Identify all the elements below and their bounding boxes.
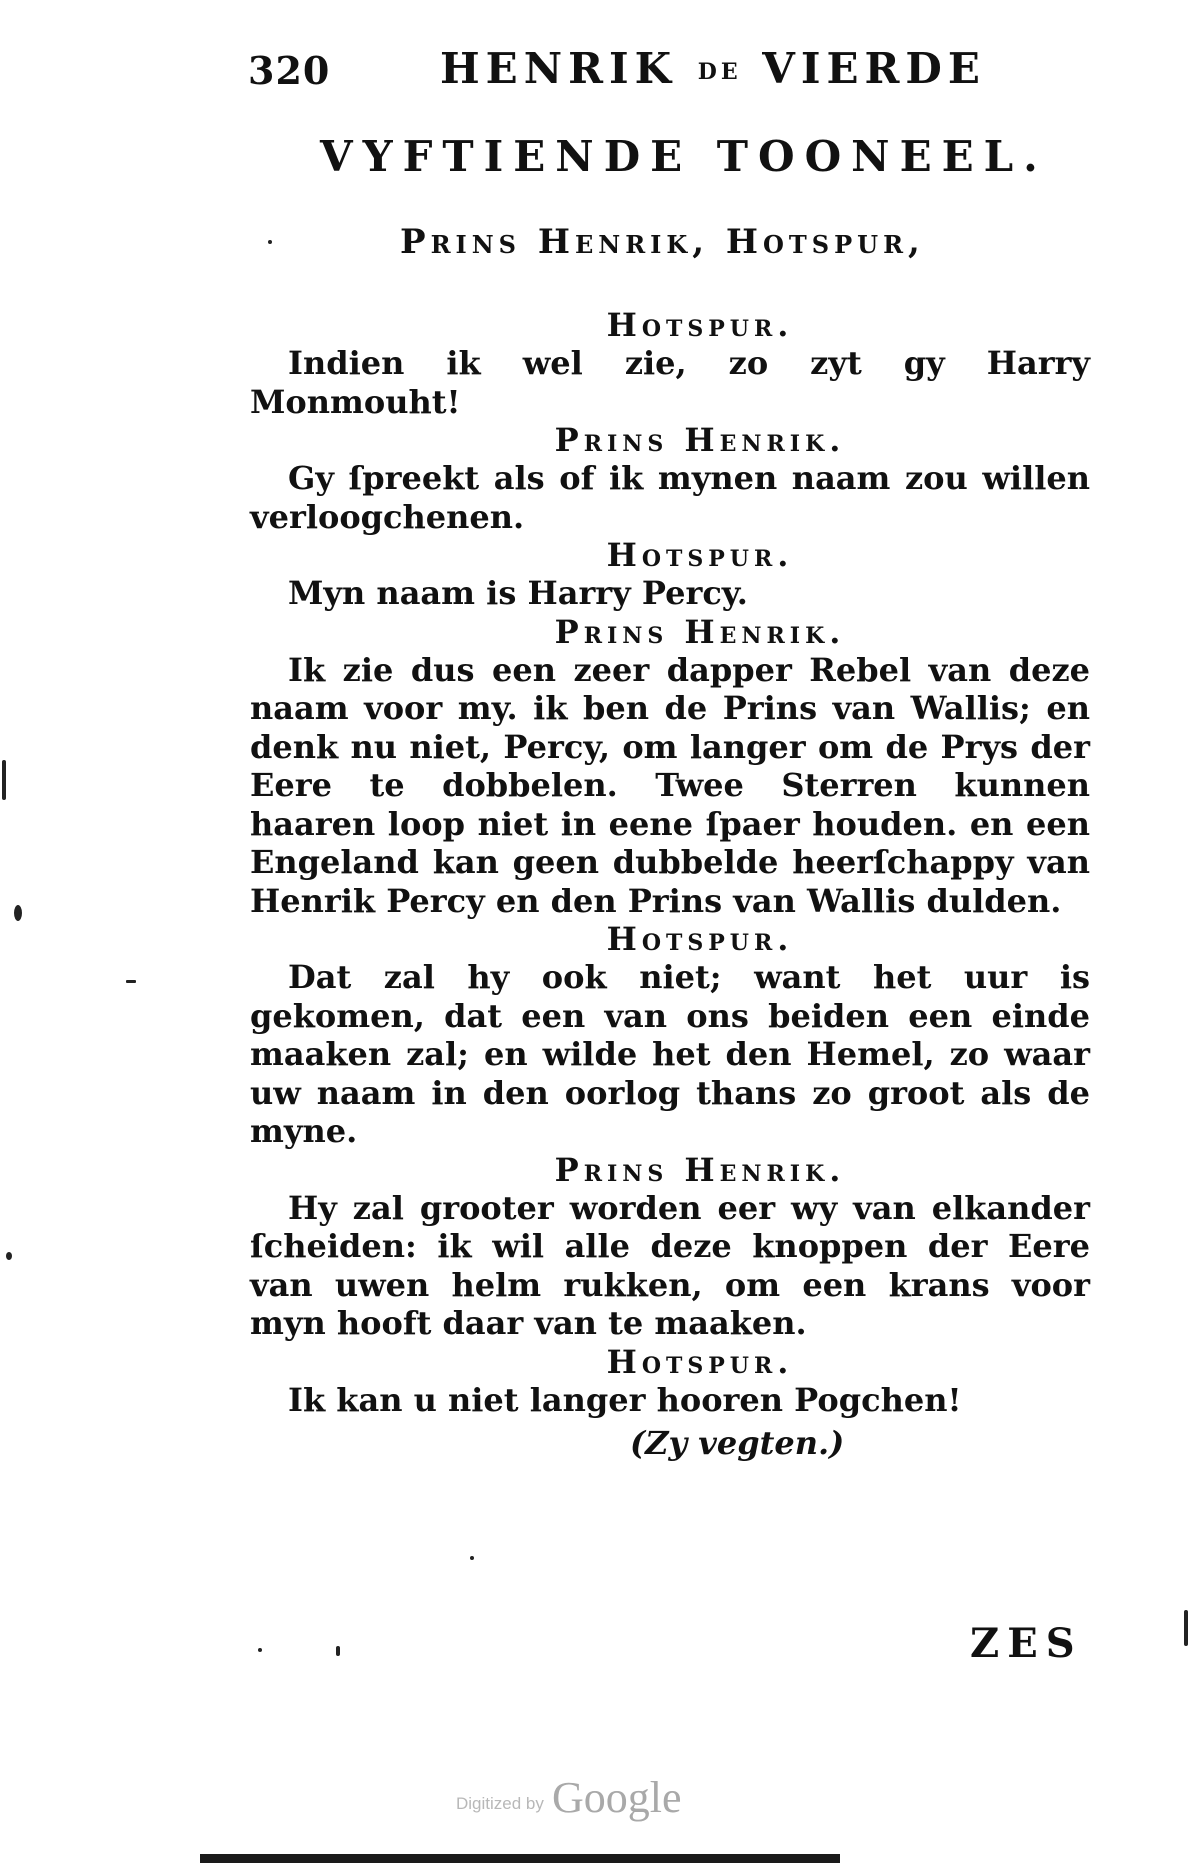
scan-speck	[470, 1556, 474, 1560]
running-head-middle: DE	[697, 59, 742, 85]
running-head	[440, 44, 986, 93]
scan-speck	[14, 905, 22, 921]
speech-text: Indien ik wel zie, zo zyt gy Harry Monmouht!	[250, 344, 1090, 421]
speaker-name: Prins Henrik.	[554, 421, 846, 459]
speech-text: Dat zal hy ook niet; want het uur is gekomen, dat een van ons beiden een einde maaken zal; en wilde het den Hemel, zo waar uw naam in den oorlog thans zo groot als de myne.	[250, 958, 1090, 1150]
speaker-name: Hotspur.	[606, 306, 794, 344]
speaker-name: Hotspur.	[606, 920, 794, 958]
scan-edge-shadow	[200, 1854, 840, 1863]
speaker-name: Hotspur.	[606, 1342, 794, 1381]
speech-text: Ik zie dus een zeer dapper Rebel van deze naam voor my. ik ben de Prins van Wallis; en denk nu niet, Percy, om langer om de Prys der Eere te dobbelen. Twee Sterren kunnen haaren loop niet in eene ſpaer houden. en een Engeland kan geen dubbelde heerſchappy van Henrik Percy en den Prins van Wallis dulden.	[250, 650, 1090, 920]
running-head-left: HENRIK	[440, 44, 678, 93]
catchword: ZES	[970, 1620, 1083, 1667]
dialogue	[250, 306, 1090, 1463]
scan-speck	[268, 240, 272, 244]
scene-title: VYFTIENDE TOONEEL.	[320, 132, 1048, 181]
speech-text: Hy zal grooter worden eer wy van elkander ſcheiden: ik wil alle deze knoppen der Eere van uwen helm rukken, om een krans voor myn hooft daar van te maaken.	[250, 1188, 1090, 1342]
speech-text: Gy ſpreekt als of ik mynen naam zou willen verloogchenen.	[250, 459, 1090, 536]
digitized-watermark	[456, 1772, 736, 1822]
stage-direction: (Zy vegten.)	[630, 1424, 845, 1462]
scan-speck	[1184, 1610, 1188, 1646]
speaker-name: Prins Henrik.	[554, 1150, 846, 1189]
scan-speck	[6, 1252, 12, 1260]
running-head-right: VIERDE	[762, 44, 986, 93]
speech-text: Ik kan u niet langer hooren Pogchen!	[288, 1380, 962, 1419]
watermark-brand: Google	[552, 1773, 682, 1822]
scan-speck	[126, 980, 136, 983]
scan-speck	[258, 1648, 262, 1652]
watermark-prefix: Digitized by	[456, 1794, 544, 1813]
speaker-name: Hotspur.	[606, 536, 794, 574]
page-number: 320	[248, 48, 331, 93]
scene-cast: Prins Henrik, Hotspur,	[400, 222, 925, 262]
speech-text: Myn naam is Harry Percy.	[288, 574, 748, 612]
scan-speck	[336, 1646, 340, 1656]
scan-speck	[2, 760, 6, 800]
speaker-name: Prins Henrik.	[554, 612, 846, 651]
